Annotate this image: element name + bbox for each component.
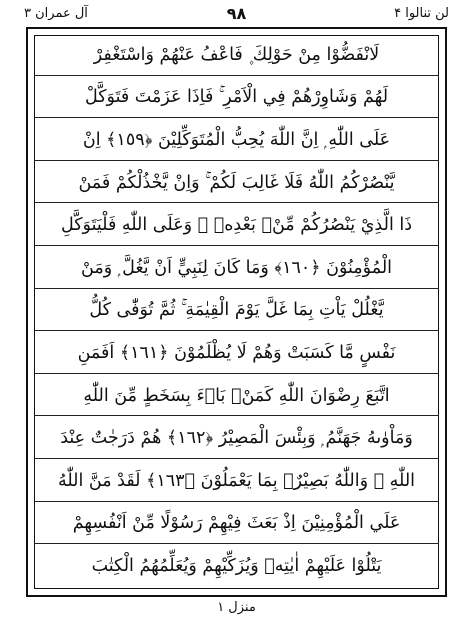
text-line: عَلَي الْمُؤْمِنِيْنَ اِذْ بَعَثَ فِيْهِمْ رَسُوْلًا مِّنْ اَنْفُسِهِمْ: [34, 504, 439, 545]
text-line: الْمُؤْمِنُوْنَ ﴿١٦٠﴾ وَمَا كَانَ لِنَبِيٍّ اَنْ يَّغُلَّ ۭ وَمَنْ: [34, 248, 439, 289]
text-line: وَمَاْوٰىهُ جَهَنَّمُ ۭ وَبِئْسَ الْمَصِيْرُ ﴿١٦٢﴾ ھُمْ دَرَجٰتٌ عِنْدَ: [34, 418, 439, 459]
text-line: عَلَى اللّٰهِ ۭ اِنَّ اللّٰهَ يُحِبُّ الْمُتَوَكِّلِيْنَ ﴿١٥٩﴾ اِنْ: [34, 120, 439, 161]
text-line: يَتْلُوْا عَلَيْهِمْ اٰيٰتِهٖ وَيُزَكِّيْهِمْ وَيُعَلِّمُهُمُ الْكِتٰبَ: [91, 556, 382, 577]
verse-text-block: [34, 35, 439, 589]
text-line: لَانْفَضُّوْا مِنْ حَوْلِكَ ۪ فَاعْفُ عَنْهُمْ وَاسْتَغْفِرْ: [34, 35, 439, 76]
text-line: يَّنْصُرْكُمُ اللّٰهُ فَلَا غَالِبَ لَكُمْ ۚ وَاِنْ يَّخْذُلْكُمْ فَمَنْ: [34, 163, 439, 204]
page-number: ۹۸: [226, 4, 247, 23]
text-line: نَفْسٍ مَّا كَسَبَتْ وَھُمْ لَا يُظْلَمُوْنَ ﴿١٦١﴾ اَفَمَنِ: [34, 333, 439, 374]
text-line: اتَّبَعَ رِضْوَانَ اللّٰهِ كَمَنْۢ بَاۗءَ بِسَخَطٍ مِّنَ اللّٰهِ: [34, 376, 439, 417]
text-line: لَهُمْ وَشَاوِرْهُمْ فِي الْاَمْرِ ۚ فَاِذَا عَزَمْتَ فَتَوَكَّلْ: [34, 78, 439, 119]
page-border: [26, 27, 447, 597]
surah-name: آل عمران ۳: [24, 6, 88, 21]
manzil-footer: منزل ۱: [217, 600, 256, 615]
text-line: اللّٰهِ ۭ وَاللّٰهُ بَصِيْرٌۢ بِمَا يَعْمَلُوْنَ ﴿١٦٣﴾ لَقَدْ مَنَّ اللّٰهُ: [34, 461, 439, 502]
text-line: ذَا الَّذِيْ يَنْصُرُكُمْ مِّنْۢ بَعْدِهٖ ۭ وَعَلَى اللّٰهِ فَلْيَتَوَكَّلِ: [34, 205, 439, 246]
juz-name: لن تنالوا ۴: [394, 6, 449, 21]
page-header: [24, 4, 449, 28]
text-line: يَّغْلُلْ يَاْتِ بِمَا غَلَّ يَوْمَ الْقِيٰمَةِ ۚ ثُمَّ تُوَفّٰى كُلُّ: [34, 291, 439, 332]
